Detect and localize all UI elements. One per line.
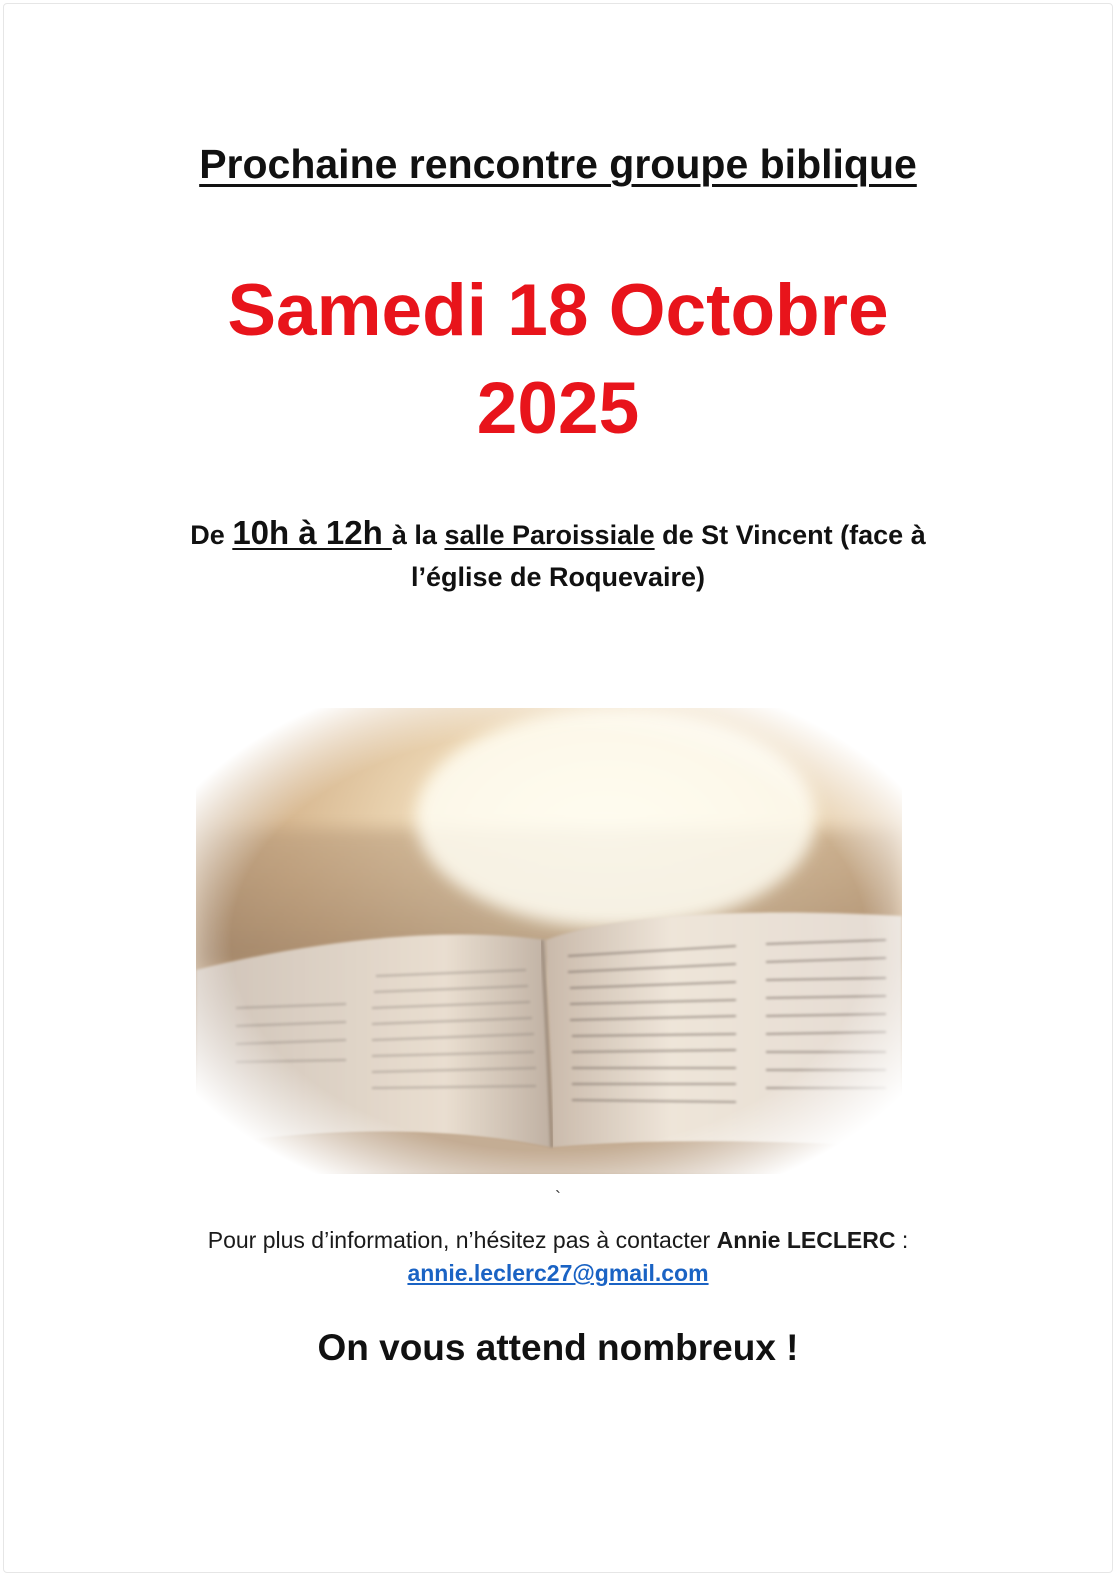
contact-line [0,1224,1116,1257]
event-time: 10h à 12h [232,514,392,551]
event-details [0,512,1116,598]
contact-name: Annie LECLERC [716,1227,896,1253]
details-mid: à la [391,520,445,550]
event-date [0,262,1116,458]
closing-message: On vous attend nombreux ! [317,1327,799,1368]
stray-mark: ` [555,1188,561,1208]
title-text: Prochaine rencontre groupe biblique [199,141,917,187]
contact-text: Pour plus d’information, n’hésitez pas à contacter [207,1227,717,1253]
event-venue: salle Paroissiale [444,520,655,550]
event-date-line1: Samedi 18 Octobre [227,270,889,351]
details-prefix: De [190,520,233,550]
details-suffix: de St Vincent (face à l’église de Roquevaire) [410,520,926,592]
contact-colon: : [895,1227,909,1253]
open-bible-photo [196,708,902,1174]
contact-email-link[interactable]: annie.leclerc27@gmail.com [407,1260,709,1286]
contact-info [0,1224,1116,1290]
event-date-line2: 2025 [476,368,640,449]
page-title [0,138,1116,190]
